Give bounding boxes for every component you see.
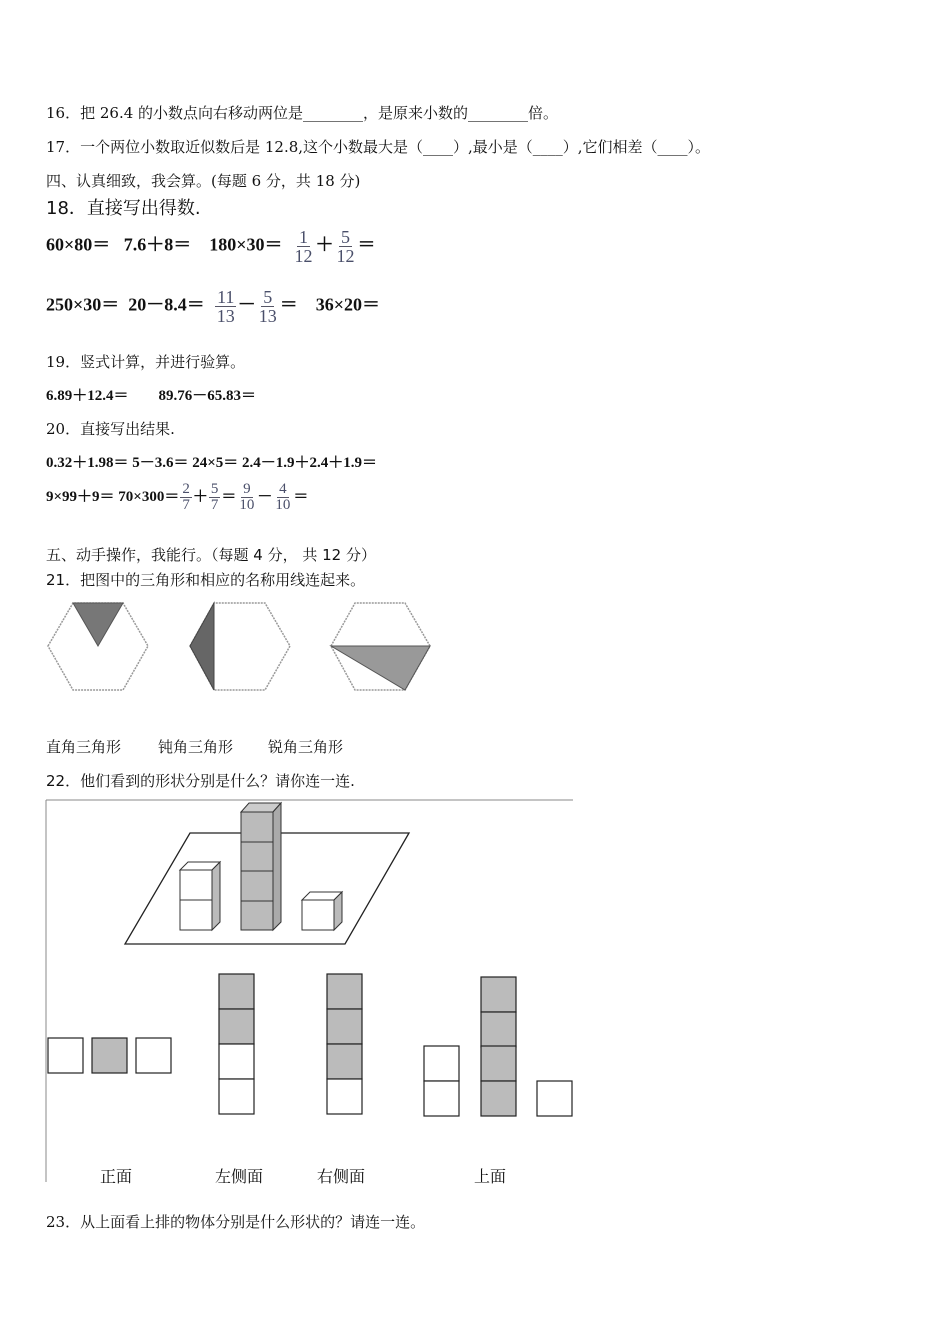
question-22-title: 22．他们看到的形状分别是什么？请你连一连. [46,772,355,790]
expr: 20－8.4＝ [128,294,205,315]
view-top [424,977,572,1116]
fraction: $\frac{2}{7}$ [182,481,190,513]
question-19-title: 19．竖式计算，并进行验算。 [46,353,246,371]
section-5-heading: 五、动手操作，我能行。（每题 4 分， 共 12 分） [46,546,376,564]
expr: 36×20＝ [315,294,381,315]
label-top: 上面 [474,1167,507,1186]
view-right [327,974,362,1114]
label-front: 正面 [100,1167,133,1186]
fraction: $\frac{9}{10}$ [239,481,255,513]
expr: 7.6＋8＝ [123,234,192,255]
triangle-label-acute: 锐角三角形 [268,738,344,756]
expr: 60×80＝ [46,234,111,255]
question-18-title: 18．直接写出得数. [46,198,201,219]
shaded-triangle-2 [190,603,214,690]
expr: 6.89＋12.4＝ [46,388,129,404]
question-16: 16．把 26.4 的小数点向右移动两位是________，是原来小数的________倍。 [46,104,559,122]
expr: 180×30＝ [209,234,283,255]
q20-row1: 0.32＋1.98＝ 5－3.6＝ 24×5＝ 2.4－1.9＋2.4＋1.9＝ [46,455,378,471]
fraction: $\frac{5}{7}$ [210,481,219,513]
question-21-title: 21．把图中的三角形和相应的名称用线连起来。 [46,571,366,589]
section-4-heading: 四、认真细致，我会算。(每题 6 分，共 18 分) [46,172,361,190]
fraction: $\frac{11}{13}$ [216,287,235,326]
question-23: 23．从上面看上排的物体分别是什么形状的？请连一连。 [46,1213,426,1231]
fraction: $\frac{5}{12}$ [336,227,355,266]
q18-row1: 60×80＝ 7.6＋8＝ 180×30＝ $\frac{1}{12}$ ＋ $\frac{5}{12}$ ＝ [46,227,376,266]
operator: ＋ [315,234,334,255]
cube-stacks [180,803,342,930]
label-right-side: 右侧面 [317,1167,366,1186]
view-front [48,1038,171,1073]
expr: 9×99＋9＝ 70×300＝ [46,488,180,505]
shaded-triangle-3 [331,646,430,690]
fraction: $\frac{4}{10}$ [275,481,291,513]
expr: 250×30＝ [46,294,120,315]
question-20-title: 20．直接写出结果. [46,420,175,438]
q18-row2: 250×30＝ 20－8.4＝ $\frac{11}{13}$ － $\frac{5}{13}$ ＝ 36×20＝ [46,287,381,326]
expr: 89.76－65.83＝ [158,388,257,404]
fraction: $\frac{5}{13}$ [258,287,277,326]
fraction: $\frac{1}{12}$ [294,227,313,266]
label-left-side: 左侧面 [215,1167,264,1186]
shaded-triangle-1 [73,603,123,646]
view-left [219,974,254,1114]
triangle-label-obtuse: 钝角三角形 [158,738,234,756]
q20-row2: 9×99＋9＝ 70×300＝ $\frac{2}{7}$ ＋ $\frac{5}{7}$ ＝ $\frac{9}{10}$ － $\frac{4}{10}$ ＝ [46,481,309,513]
question-17: 17．一个两位小数取近似数后是 12.8,这个小数最大是（____）,最小是（____）,它们相差（____）。 [46,138,711,156]
triangle-label-right: 直角三角形 [46,738,122,756]
